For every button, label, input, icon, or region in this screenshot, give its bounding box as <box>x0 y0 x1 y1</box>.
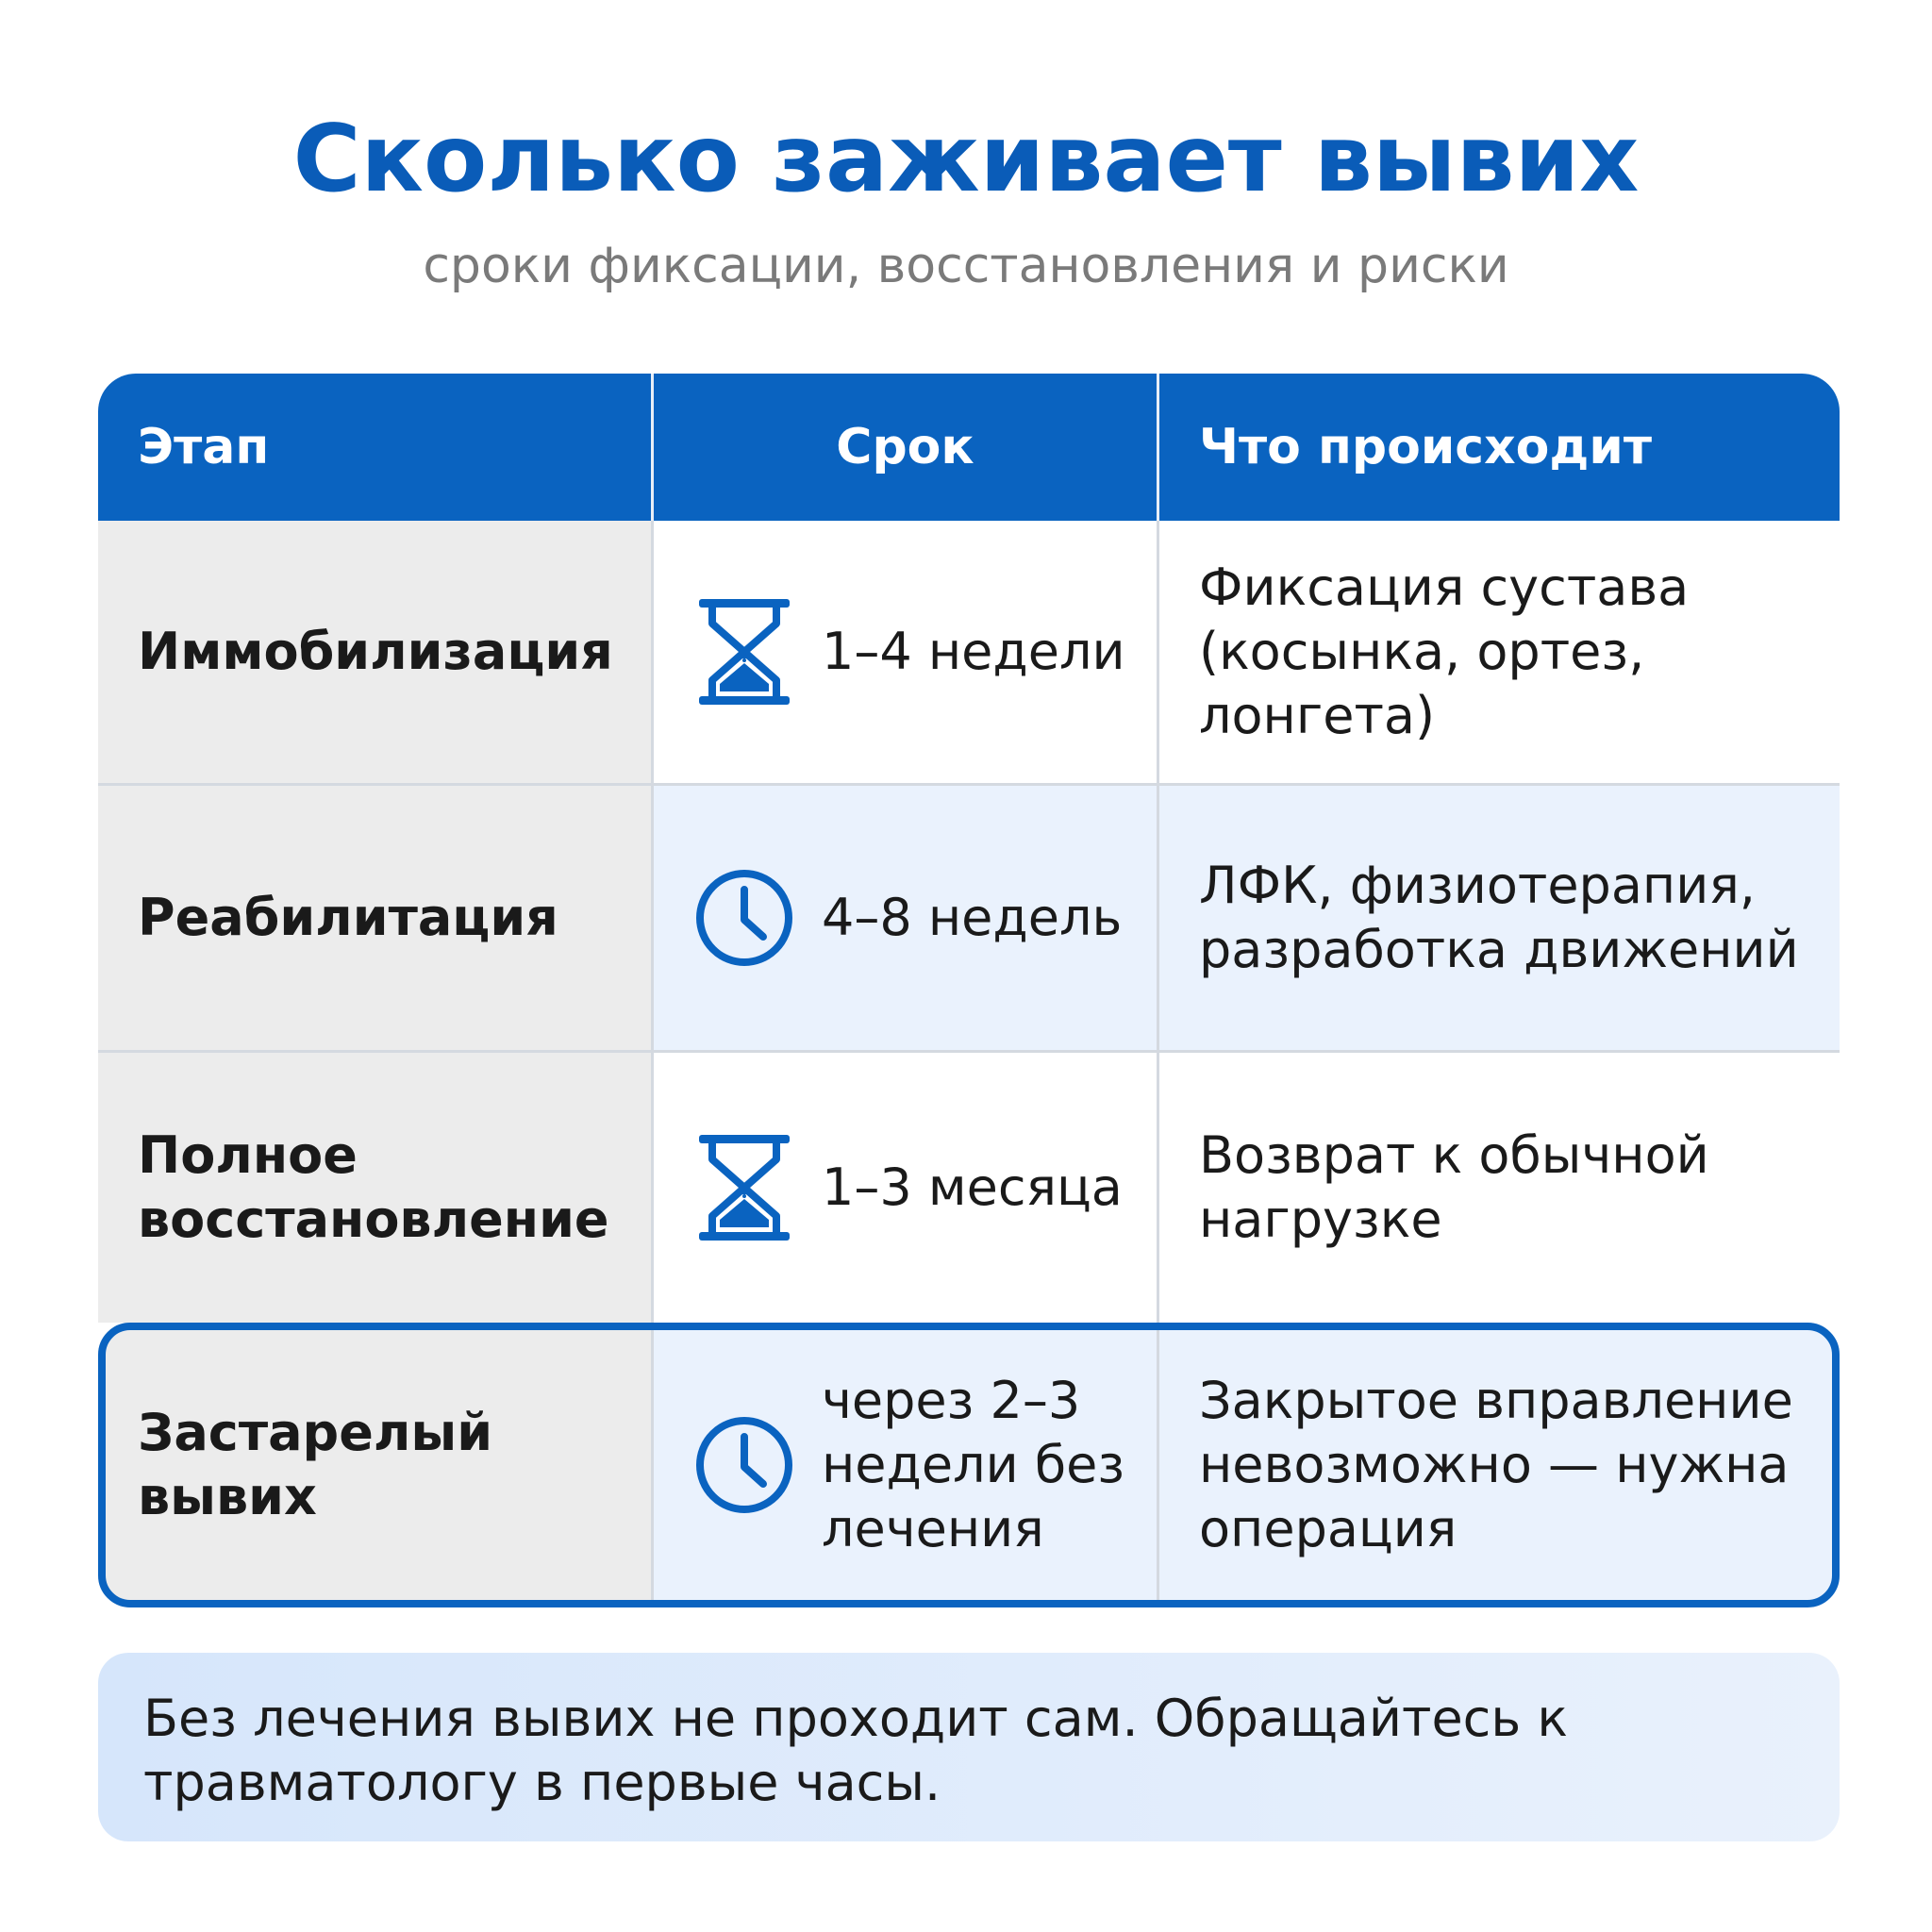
clock-icon <box>695 859 793 976</box>
table-row <box>98 521 1840 786</box>
term-value: 1–3 месяца <box>822 1158 1123 1217</box>
column-header-stage: Этап <box>138 419 270 475</box>
description-text: Закрытое вправление невозможно — нужна операция <box>1199 1371 1793 1558</box>
page-title: Сколько заживает вывих <box>292 106 1640 213</box>
description-text: Возврат к обычной нагрузке <box>1199 1125 1709 1249</box>
hourglass-icon <box>695 1129 793 1246</box>
description-cell <box>1159 521 1840 783</box>
term-cell <box>654 1053 1157 1323</box>
column-header-description: Что происходит <box>1199 419 1652 475</box>
stage-label: Полное восстановление <box>138 1125 609 1249</box>
description-cell <box>1159 786 1840 1050</box>
table-row <box>98 786 1840 1053</box>
description-cell <box>1159 1323 1840 1607</box>
term-cell <box>654 1323 1157 1607</box>
term-cell <box>654 521 1157 783</box>
description-text: Фиксация сустава (косынка, ортез, лонгета) <box>1199 558 1690 745</box>
stage-cell <box>98 521 651 783</box>
stage-cell <box>98 786 651 1050</box>
note-text: Без лечения вывих не проходит сам. Обращайтесь к травматологу в первые часы. <box>143 1689 1568 1812</box>
stages-table <box>98 374 1840 1607</box>
term-cell <box>654 786 1157 1050</box>
table-row <box>98 1053 1840 1323</box>
stage-label: Застарелый вывих <box>138 1403 493 1526</box>
page-subtitle: сроки фиксации, восстановления и риски <box>423 238 1509 294</box>
hourglass-icon <box>695 593 793 710</box>
stage-label: Реабилитация <box>138 888 558 947</box>
stage-label: Иммобилизация <box>138 622 613 681</box>
description-cell <box>1159 1053 1840 1323</box>
table-row-highlighted <box>98 1323 1840 1607</box>
description-text: ЛФК, физиотерапия, разработка движений <box>1199 856 1799 979</box>
term-value: 4–8 недель <box>822 888 1123 947</box>
clock-icon <box>695 1407 793 1524</box>
stage-cell <box>98 1323 651 1607</box>
term-value: через 2–3 недели без лечения <box>822 1371 1125 1558</box>
stage-cell <box>98 1053 651 1323</box>
term-value: 1–4 недели <box>822 622 1125 681</box>
column-header-term: Срок <box>836 419 974 475</box>
header-divider <box>1157 374 1159 521</box>
table-header <box>98 374 1840 521</box>
info-note <box>98 1653 1840 1841</box>
